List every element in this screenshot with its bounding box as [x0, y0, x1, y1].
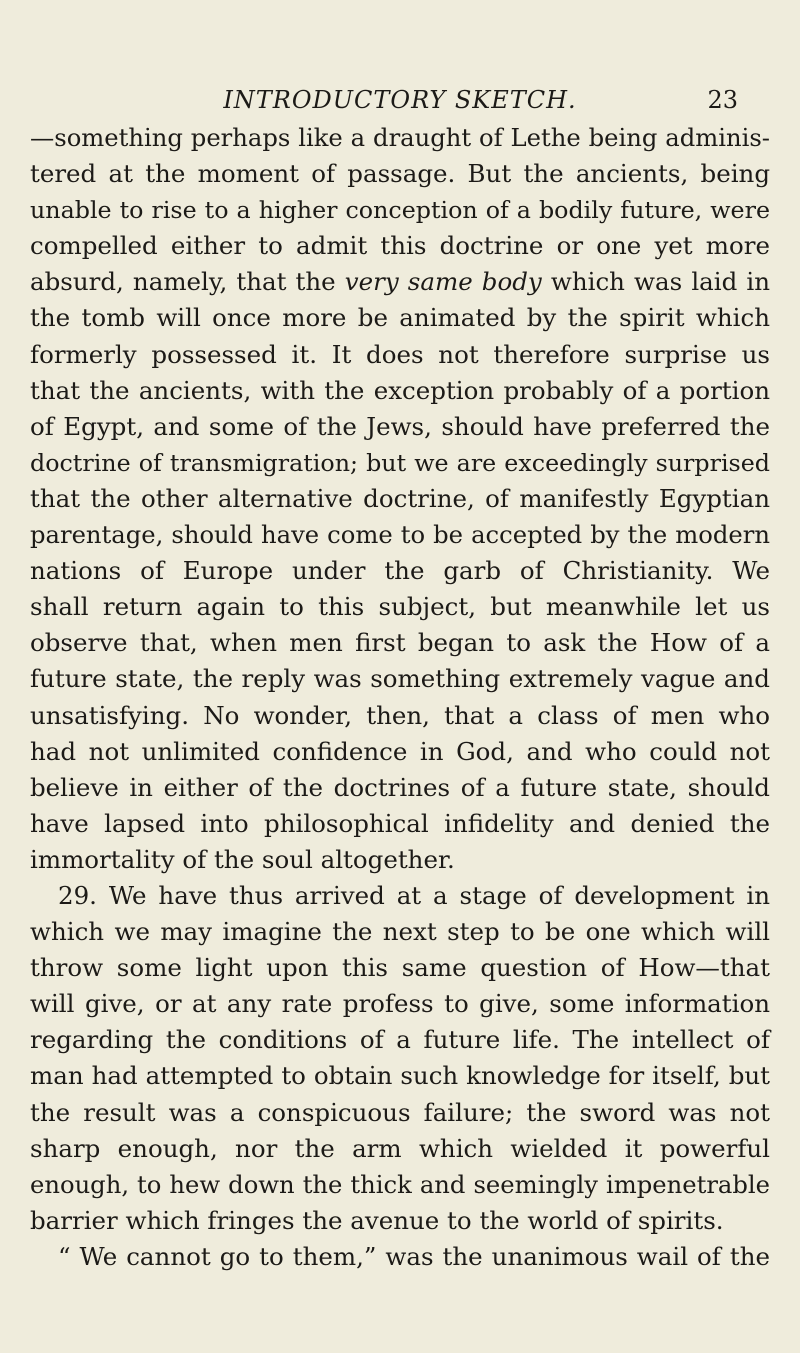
- text-line: that the ancients, with the exception probably of a portion: [30, 375, 770, 405]
- text-line: that the other alternative doctrine, of manifestly Egyptian: [30, 483, 770, 513]
- text-line: regarding the conditions of a future life. The intellect of: [30, 1025, 770, 1055]
- text-segment: absurd, namely, that the: [30, 267, 345, 297]
- emphasis-text: very same body: [344, 267, 542, 297]
- text-line: sharp enough, nor the arm which wielded it powerful: [30, 1133, 770, 1163]
- text-line: observe that, when men first began to ask the How of a: [30, 628, 770, 658]
- text-line: which we may imagine the next step to be one which will: [30, 917, 770, 947]
- text-line: throw some light upon this same question of How—that: [30, 953, 770, 983]
- text-line-with-emphasis: [30, 264, 770, 300]
- text-line: believe in either of the doctrines of a future state, should: [30, 772, 770, 802]
- text-line: unable to rise to a higher conception of a bodily future, were: [30, 196, 770, 225]
- text-line: have lapsed into philosophical infidelity and denied the: [30, 808, 770, 838]
- text-line: had not unlimited confidence in God, and who could not: [30, 736, 770, 766]
- text-segment: which was laid in: [541, 267, 770, 297]
- text-line: compelled either to admit this doctrine or one yet more: [30, 231, 770, 261]
- text-line: future state, the reply was something extremely vague and: [30, 664, 770, 694]
- paragraph-first-line: 29. We have thus arrived at a stage of development in: [58, 880, 770, 910]
- text-line: tered at the moment of passage. But the ancients, being: [30, 159, 770, 189]
- text-line: enough, to hew down the thick and seemingly impenetrable: [30, 1169, 770, 1199]
- text-line: the tomb will once more be animated by the spirit which: [30, 303, 770, 333]
- text-line: man had attempted to obtain such knowledge for itself, but: [30, 1061, 770, 1091]
- text-line: formerly possessed it. It does not therefore surprise us: [30, 339, 770, 369]
- text-line: nations of Europe under the garb of Christianity. We: [30, 556, 770, 586]
- paragraph-last-line: barrier which fringes the avenue to the world of spirits.: [30, 1205, 724, 1235]
- text-line: of Egypt, and some of the Jews, should have preferred the: [30, 411, 770, 441]
- text-line: doctrine of transmigration; but we are exceedingly surprised: [30, 448, 770, 477]
- text-line: the result was a conspicuous failure; the sword was not: [30, 1097, 770, 1127]
- text-line: parentage, should have come to be accepted by the modern: [30, 520, 770, 550]
- text-line: unsatisfying. No wonder, then, that a class of men who: [30, 700, 770, 730]
- paragraph-last-line: immortality of the soul altogether.: [30, 844, 455, 874]
- paragraph-first-line: “ We cannot go to them,” was the unanimous wail of the: [58, 1241, 770, 1271]
- text-line: —something perhaps like a draught of Lethe being adminis-: [30, 123, 770, 152]
- page-number: 23: [707, 86, 738, 114]
- running-head: INTRODUCTORY SKETCH.: [223, 86, 577, 114]
- body-text: [30, 120, 770, 1275]
- text-line: shall return again to this subject, but meanwhile let us: [30, 592, 770, 622]
- page-header: [0, 82, 800, 118]
- text-line: will give, or at any rate profess to give, some information: [30, 989, 770, 1019]
